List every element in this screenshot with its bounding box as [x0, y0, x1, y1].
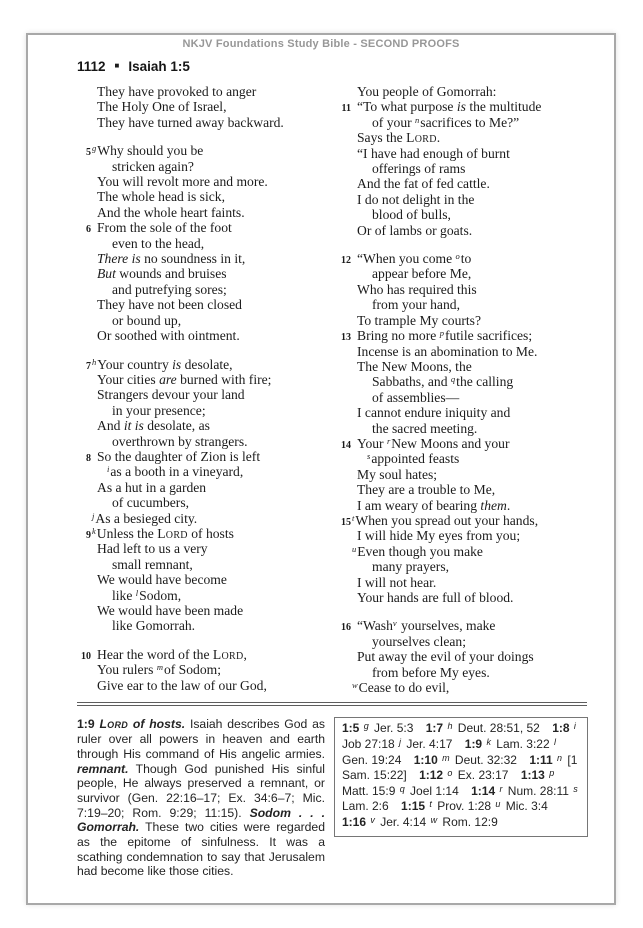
crossref-verse: 1:5	[342, 721, 363, 736]
crossref-verse: 1:16	[342, 815, 370, 829]
verse-line	[335, 192, 582, 207]
verse-line	[335, 618, 582, 633]
crossref-letter: p	[549, 768, 555, 779]
verse-line	[335, 161, 582, 176]
crossref-letter: k	[486, 737, 491, 748]
text-segment: the sacred meeting.	[372, 420, 478, 436]
text-segment: it is	[123, 418, 144, 434]
verse-line	[75, 266, 322, 281]
verse-line	[75, 251, 322, 266]
text-segment: You people of Gomorrah:	[357, 84, 497, 99]
verse-line	[75, 495, 322, 510]
crossref-letter: u	[352, 543, 357, 554]
verse-line	[335, 451, 582, 466]
verse-line	[75, 174, 322, 189]
verse-line	[75, 387, 322, 402]
crossref-target: Jer. 5:3	[370, 721, 414, 736]
crossref-entry	[419, 768, 508, 782]
text-segment: Lord	[212, 646, 244, 662]
verse-line	[75, 449, 322, 464]
text-segment: many prayers,	[372, 559, 450, 575]
text-segment: To trample My courts?	[357, 312, 482, 328]
text-segment: And the fat of fed cattle.	[357, 176, 490, 192]
crossref-letter: v	[370, 815, 375, 825]
bottom-section	[77, 717, 588, 879]
text-segment: offerings of rams	[372, 161, 466, 177]
text-segment: of hosts.	[128, 717, 186, 732]
stanza	[335, 84, 582, 238]
verse-line	[75, 511, 322, 526]
verse-line	[75, 647, 322, 662]
crossref-verse: 1:15	[401, 799, 429, 814]
crossref-letter: u	[495, 799, 501, 810]
verse-line	[335, 130, 582, 145]
crossref-letter: q	[399, 783, 405, 794]
text-segment: New Moons and your	[391, 435, 510, 451]
study-notes	[77, 717, 325, 879]
text-segment: I cannot endure iniquity and	[357, 405, 511, 421]
text-segment: Who has required this	[357, 281, 477, 297]
text-segment: I am weary of bearing	[357, 497, 481, 513]
text-segment: We would have been made	[97, 603, 244, 618]
square-bullet-icon: ■	[114, 61, 120, 70]
text-segment: appointed feasts	[371, 451, 460, 467]
verse-line	[335, 421, 582, 436]
verse-number: 12	[341, 255, 351, 267]
verse-line	[75, 572, 322, 587]
text-segment: Had left to us a very	[97, 541, 208, 557]
crossref-target: Joel 1:14	[406, 783, 459, 798]
text-segment: desolate, as	[143, 418, 210, 434]
verse-line	[75, 464, 322, 479]
crossref-target: Lam. 2:6	[342, 799, 389, 814]
text-segment: .	[506, 497, 511, 513]
stanza	[75, 143, 322, 343]
crossref-target: [1 Sam. 15:22]	[342, 752, 578, 783]
text-segment: Lord	[99, 717, 129, 732]
text-segment: Give ear to the law of our God,	[97, 677, 267, 693]
text-segment: “When you come	[357, 251, 456, 267]
crossref-target: Lam. 3:22	[492, 737, 553, 752]
verse-line	[75, 480, 322, 495]
text-segment: As a hut in a garden	[97, 479, 207, 495]
crossref-verse: 1:13	[520, 768, 549, 783]
crossref-letter: m	[156, 662, 163, 673]
verse-number: 16	[341, 622, 351, 634]
verse-line	[335, 313, 582, 328]
verse-line	[75, 236, 322, 251]
page-header	[77, 59, 614, 74]
verse-line	[75, 328, 322, 343]
text-segment: The New Moons, the	[357, 358, 472, 374]
verse-line	[335, 559, 582, 574]
text-segment: From the sole of the foot	[97, 220, 232, 236]
text-segment: of assemblies—	[372, 389, 460, 405]
text-segment: Lord	[406, 130, 437, 146]
verse-line	[75, 662, 322, 677]
crossref-letter: t	[352, 512, 355, 523]
text-segment: When you spread out your hands,	[355, 512, 539, 528]
crossref-letter: g	[363, 721, 369, 732]
verse-line	[335, 634, 582, 649]
verse-number: 10	[81, 650, 91, 662]
crossref-target: Deut. 32:32	[451, 752, 517, 767]
verse-line	[335, 282, 582, 297]
text-segment: Your hands are full of blood.	[357, 590, 514, 605]
verse-line	[335, 405, 582, 420]
text-segment: You will revolt more and more.	[97, 174, 268, 190]
text-segment: “To what purpose	[357, 99, 457, 115]
crossref-target: Ex. 23:17	[454, 768, 509, 783]
crossref-letter: s	[573, 783, 578, 794]
crossref-verse: 1:10	[413, 752, 442, 767]
scripture-column-right	[335, 84, 582, 695]
crossref-target: Jer. 4:17	[403, 737, 453, 752]
bible-page	[26, 33, 616, 905]
text-segment: stricken again?	[112, 158, 194, 174]
crossref-letter: h	[447, 721, 453, 732]
verse-number: 9	[86, 529, 91, 541]
text-segment: and putrefying sores;	[112, 281, 227, 297]
verse-line	[75, 588, 322, 603]
crossref-target: Gen. 19:24	[342, 752, 402, 767]
text-segment: 1:9	[77, 717, 100, 732]
stanza	[75, 647, 322, 693]
text-segment: burned with fire;	[176, 371, 272, 387]
verse-line	[335, 436, 582, 451]
text-segment: blood of bulls,	[372, 207, 451, 223]
text-segment: from your hand,	[372, 297, 460, 313]
text-segment: They have provoked to anger	[97, 84, 257, 99]
text-segment: Incense is an abomination to Me.	[357, 343, 538, 359]
text-segment: in your presence;	[112, 402, 206, 418]
verse-line	[75, 434, 322, 449]
verse-line	[335, 390, 582, 405]
crossref-target: Mic. 3:4	[502, 799, 548, 814]
verse-line	[75, 418, 322, 433]
verse-line	[335, 176, 582, 191]
crossref-letter: i	[107, 464, 110, 475]
crossref-letter: m	[442, 752, 450, 763]
verse-line	[335, 513, 582, 528]
verse-line	[335, 544, 582, 559]
text-segment: no soundness in it,	[140, 251, 246, 267]
text-segment: yourselves, make	[397, 618, 496, 634]
scripture-columns	[75, 84, 588, 695]
text-segment: even to the head,	[112, 235, 205, 251]
stanza	[75, 84, 322, 130]
verse-line	[335, 528, 582, 543]
page-reference: Isaiah 1:5	[128, 59, 190, 74]
text-segment: is	[456, 99, 466, 115]
verse-line	[335, 680, 582, 695]
text-segment: yourselves clean;	[372, 633, 466, 649]
page-number: 1112	[77, 59, 106, 74]
crossref-target: Rom. 12:9	[439, 815, 498, 829]
text-segment: .	[436, 130, 441, 146]
verse-line	[75, 159, 322, 174]
verse-line	[75, 297, 322, 312]
verse-line	[335, 590, 582, 605]
crossref-letter: j	[92, 510, 95, 521]
crossref-letter: r	[499, 783, 503, 794]
text-segment: I will not hear.	[357, 574, 437, 590]
crossref-letter: n	[415, 114, 420, 125]
verse-number: 5	[86, 147, 91, 159]
cross-reference-box	[334, 717, 588, 836]
verse-line	[335, 115, 582, 130]
verse-line	[75, 143, 322, 158]
text-segment: They are a trouble to Me,	[357, 482, 496, 498]
verse-line	[335, 297, 582, 312]
verse-line	[75, 526, 322, 541]
text-segment: I do not delight in the	[357, 191, 475, 207]
text-segment: like Gomorrah.	[112, 618, 196, 634]
text-segment: They have not been closed	[97, 297, 242, 313]
crossref-verse: 1:7	[425, 721, 447, 736]
verse-line	[75, 618, 322, 633]
text-segment: futile sacrifices;	[444, 328, 533, 344]
verse-line	[335, 146, 582, 161]
crossref-letter: j	[399, 737, 402, 748]
text-segment: Or of lambs or goats.	[357, 222, 473, 238]
verse-line	[335, 649, 582, 664]
crossref-target: Num. 28:11	[504, 783, 573, 798]
text-segment: You rulers	[97, 662, 157, 678]
verse-line	[75, 282, 322, 297]
text-segment: I will hide My eyes from you;	[357, 528, 521, 544]
text-segment: Bring no more	[357, 328, 440, 344]
text-segment: Even though you make	[357, 543, 483, 559]
crossref-letter: l	[135, 587, 139, 598]
text-segment: Unless the	[96, 525, 158, 541]
verse-line	[75, 84, 322, 99]
crossref-letter: n	[557, 752, 563, 763]
verse-line	[75, 678, 322, 693]
verse-line	[335, 575, 582, 590]
text-segment: of hosts	[187, 525, 234, 541]
crossref-letter: h	[92, 356, 97, 367]
text-segment: “Wash	[357, 618, 393, 634]
text-segment: or bound up,	[112, 312, 182, 328]
crossref-letter: t	[429, 799, 432, 810]
verse-line	[75, 557, 322, 572]
verse-number: 6	[86, 224, 91, 236]
scripture-column-left	[75, 84, 322, 695]
crossref-entry	[414, 753, 517, 767]
crossref-letter: v	[392, 618, 397, 629]
text-segment: the calling	[456, 374, 514, 390]
crossref-verse: 1:9	[464, 737, 486, 752]
text-segment: Cease to do evil,	[358, 680, 450, 696]
verse-line	[75, 313, 322, 328]
crossref-letter: w	[430, 815, 438, 825]
crossref-target: Matt. 15:9	[342, 783, 399, 798]
verse-line	[335, 344, 582, 359]
text-segment: As a besieged city.	[95, 510, 198, 526]
crossref-verse: 1:14	[471, 783, 499, 798]
verse-line	[335, 467, 582, 482]
verse-line	[75, 99, 322, 114]
verse-line	[75, 372, 322, 387]
proof-header-text: NKJV Foundations Study Bible - SECOND PROOFS	[182, 38, 460, 50]
text-segment: of cucumbers,	[112, 495, 190, 511]
crossref-target: Prov. 1:28	[433, 799, 495, 814]
text-segment: And the whole heart faints.	[97, 204, 245, 220]
verse-number: 8	[86, 452, 91, 464]
text-segment: Sodom,	[139, 587, 182, 603]
crossref-target: Jer. 4:14	[376, 815, 430, 829]
verse-number: 13	[341, 332, 351, 344]
verse-line	[75, 205, 322, 220]
crossref-verse: 1:11	[529, 752, 557, 767]
text-segment: them	[480, 497, 507, 513]
crossref-entry	[342, 721, 413, 735]
text-segment: to	[460, 251, 472, 267]
crossref-verse: 1:8	[552, 721, 573, 736]
crossref-letter: o	[447, 768, 453, 779]
crossref-entry	[426, 721, 540, 735]
verse-line	[75, 541, 322, 556]
text-segment: Sabbaths, and	[372, 374, 451, 390]
text-segment: Or soothed with ointment.	[97, 328, 240, 344]
crossref-letter: i	[573, 721, 576, 732]
verse-line	[335, 207, 582, 222]
text-segment: The Holy One of Israel,	[97, 99, 227, 115]
crossref-verse: 1:12	[419, 768, 447, 783]
text-segment: Why should you be	[97, 143, 204, 159]
verse-line	[75, 603, 322, 618]
text-segment: Sodom . . . Gomorrah.	[77, 805, 325, 835]
text-segment: the multitude	[465, 99, 542, 115]
text-segment: Your cities	[97, 371, 160, 387]
verse-line	[335, 498, 582, 513]
verse-line	[75, 220, 322, 235]
text-segment: But	[97, 266, 116, 282]
verse-line	[335, 482, 582, 497]
verse-number: 7	[86, 360, 91, 372]
crossref-letter: l	[554, 737, 556, 748]
verse-line	[335, 328, 582, 343]
text-segment: My soul hates;	[357, 466, 438, 482]
crossref-letter: q	[450, 374, 456, 385]
crossref-letter: r	[386, 435, 391, 446]
text-segment: small remnant,	[112, 556, 193, 572]
verse-line	[335, 665, 582, 680]
verse-line	[75, 357, 322, 372]
verse-number: 11	[341, 103, 351, 115]
verse-line	[335, 251, 582, 266]
crossref-entry	[401, 799, 548, 813]
text-segment: Your	[357, 435, 387, 451]
section-divider	[77, 702, 587, 706]
text-segment: Put away the evil of your doings	[357, 649, 534, 665]
text-segment: “I have had enough of burnt	[357, 145, 510, 161]
crossref-letter: s	[367, 451, 371, 462]
verse-number: 15	[341, 516, 351, 528]
text-segment: of your	[372, 114, 416, 130]
text-segment: as a booth in a vineyard,	[110, 464, 244, 480]
text-segment: They have turned away backward.	[97, 114, 284, 130]
stanza	[75, 357, 322, 634]
crossref-letter: g	[92, 143, 97, 154]
text-segment: remnant.	[77, 761, 129, 776]
verse-line	[335, 374, 582, 389]
text-segment: So the daughter of Zion is left	[97, 448, 261, 464]
crossref-target: Deut. 28:51, 52	[454, 721, 540, 736]
text-segment: Your country	[97, 356, 173, 372]
crossref-letter: k	[92, 525, 96, 536]
text-segment: And	[97, 418, 124, 434]
verse-line	[335, 266, 582, 281]
verse-line	[335, 223, 582, 238]
text-segment: from before My eyes.	[372, 664, 490, 680]
crossref-letter: o	[455, 251, 460, 262]
crossref-letter: p	[439, 328, 444, 339]
text-segment: desolate,	[181, 356, 233, 372]
text-segment: These two cities were regarded as the epitome of sinfulness. It was a scathing condemnation to say that Jerusalem had become like those cities.	[77, 820, 325, 879]
text-segment: Isaiah describes God as ruler over all powers in heaven and earth through His command of His angelic armies.	[77, 717, 325, 761]
text-segment: like	[112, 587, 136, 603]
verse-line	[335, 84, 582, 99]
text-segment: appear before Me,	[372, 266, 472, 282]
text-segment: overthrown by strangers.	[112, 433, 248, 449]
text-segment: There is	[97, 251, 141, 267]
text-segment: We would have become	[97, 572, 227, 588]
text-segment: Lord	[157, 525, 188, 541]
text-segment: sacrifices to Me?”	[420, 114, 520, 130]
verse-number: 14	[341, 439, 351, 451]
text-segment: of Sodom;	[163, 662, 221, 678]
verse-line	[75, 189, 322, 204]
crossref-entry	[342, 815, 498, 829]
stanza	[335, 251, 582, 605]
text-segment: Hear the word of the	[97, 646, 213, 662]
crossref-target: Job 27:18	[342, 737, 399, 752]
text-segment: Strangers devour your land	[97, 387, 245, 403]
verse-line	[75, 115, 322, 130]
text-segment: are	[159, 371, 177, 387]
text-segment: The whole head is sick,	[97, 189, 225, 205]
crossref-letter: w	[352, 680, 358, 691]
text-segment: wounds and bruises	[115, 266, 227, 282]
stanza	[335, 618, 582, 695]
text-segment: is	[172, 356, 182, 372]
text-segment: Though God punished His sinful people, He always preserved a remnant, or survivor (Gen. 22:16–17; Ex. 34:6–7; Mic. 7:19–20; Rom. 9:29; 11:15).	[77, 761, 325, 820]
verse-line	[335, 359, 582, 374]
text-segment: ,	[243, 646, 247, 662]
verse-line	[75, 403, 322, 418]
text-segment: Says the	[357, 130, 407, 146]
verse-line	[335, 99, 582, 114]
